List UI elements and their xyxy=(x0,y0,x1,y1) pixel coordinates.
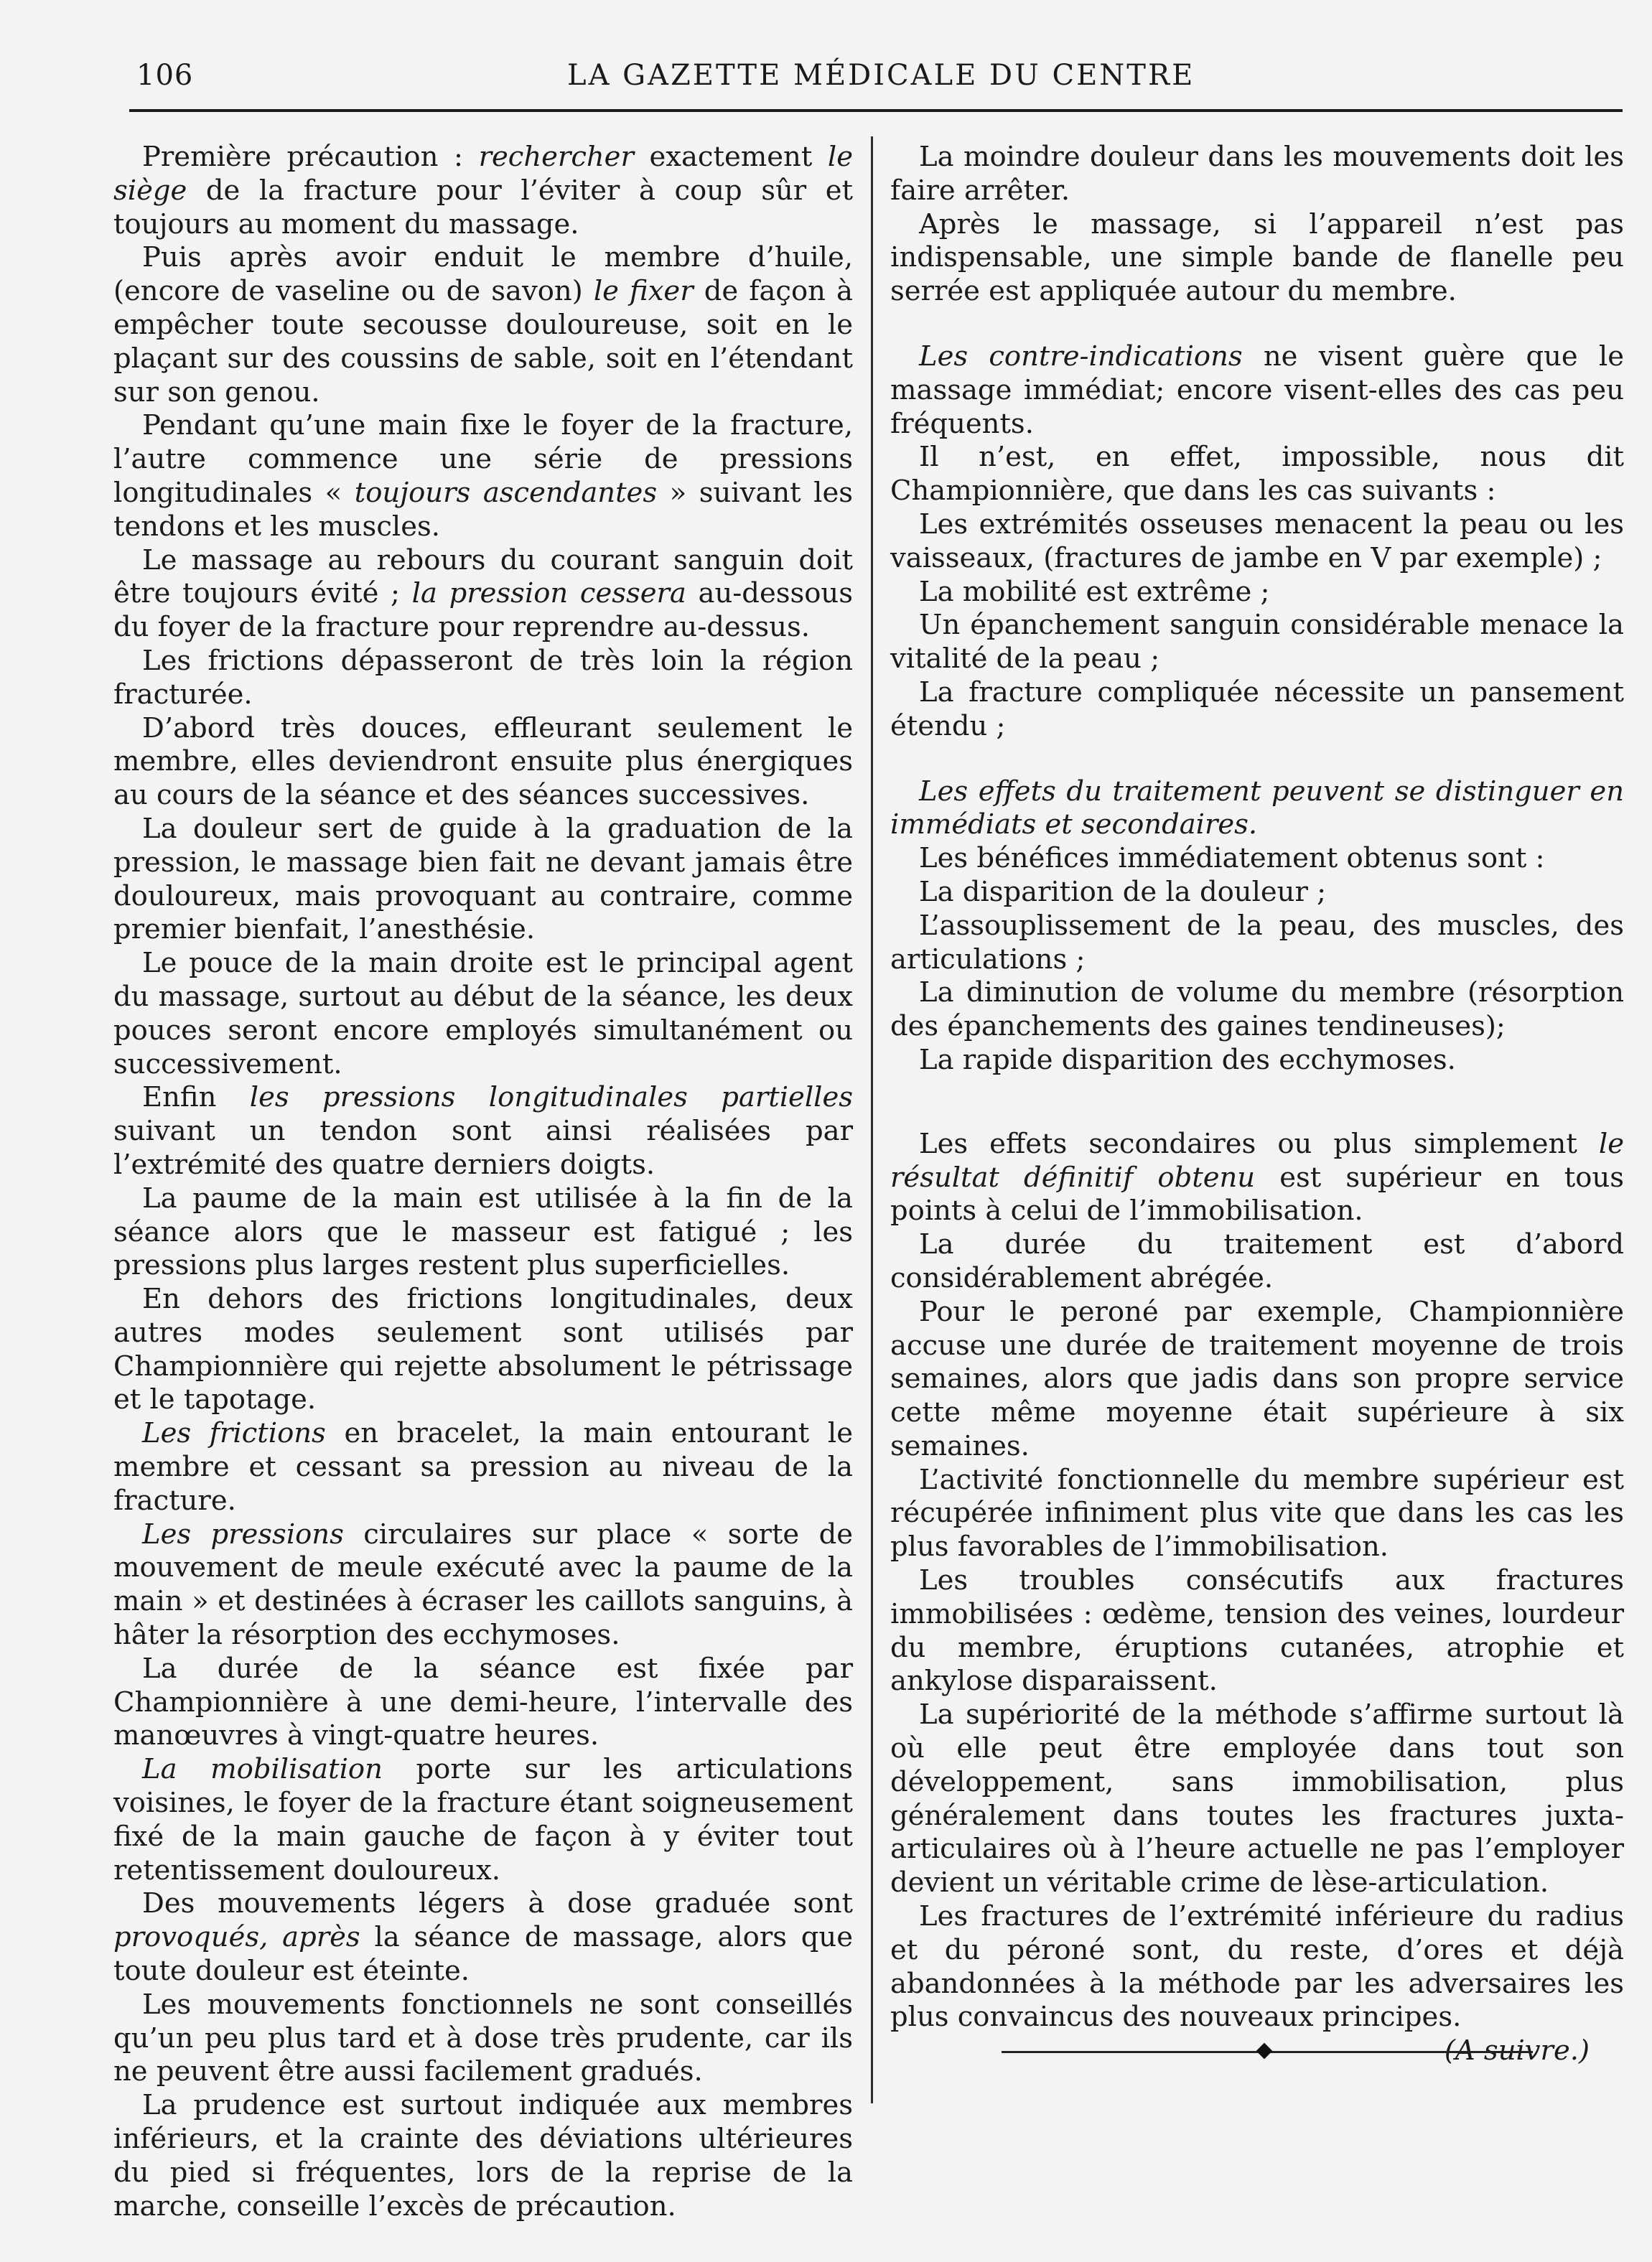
paragraph: Des mouvements légers à dose graduée sont provoqués, après la séance de massage, alors que toute douleur est éteinte. xyxy=(113,1887,853,1988)
right-column xyxy=(890,141,1624,2068)
paragraph: Les fractures de l’extrémité inférieure du radius et du péroné sont, du reste, d’ores et déjà abandonnées à la méthode par les adversaires les plus convaincus des nouveaux principes. xyxy=(890,1900,1624,2034)
paragraph: La douleur sert de guide à la graduation de la pression, le massage bien fait ne devant jamais être douloureux, mais provoquant au contraire, comme premier bienfait, l’anesthésie. xyxy=(113,812,853,946)
paragraph: Pendant qu’une main fixe le foyer de la fracture, l’autre commence une série de pressions longitudinales « toujours ascendantes » suivant les tendons et les muscles. xyxy=(113,409,854,543)
paragraph: Les mouvements fonctionnels ne sont conseillés qu’un peu plus tard et à dose très prudente, car ils ne peuvent être aussi facilement gradués. xyxy=(113,1988,853,2088)
end-ornament xyxy=(1002,2043,1533,2060)
paragraph: Après le massage, si l’appareil n’est pas indispensable, une simple bande de flanelle peu serrée est appliquée autour du membre. xyxy=(890,207,1624,308)
paragraph: La durée de la séance est fixée par Championnière à une demi-heure, l’intervalle des manœuvres à vingt-quatre heures. xyxy=(113,1652,853,1752)
left-column xyxy=(113,141,853,2223)
diamond-icon xyxy=(1256,2043,1273,2060)
paragraph: Un épanchement sanguin considérable menace la vitalité de la peau ; xyxy=(890,609,1624,676)
column-divider xyxy=(871,136,873,2103)
header-rule xyxy=(129,109,1623,112)
paragraph: La mobilité est extrême ; xyxy=(919,575,1270,608)
paragraph: Les effets du traitement peuvent se distinguer en immédiats et secondaires. xyxy=(890,775,1624,841)
paragraph: La prudence est surtout indiquée aux membres inférieurs, et la crainte des déviations ultérieures du pied si fréquentes, lors de la reprise de la marche, conseille l’excès de précaution. xyxy=(113,2089,853,2223)
paragraph: Les extrémités osseuses menacent la peau ou les vaisseaux, (fractures de jambe en V par exemple) ; xyxy=(890,508,1624,574)
paragraph: La mobilisation porte sur les articulations voisines, le foyer de la fracture étant soigneusement fixé de la main gauche de façon à y éviter tout retentissement douloureux. xyxy=(113,1753,853,1887)
paragraph: Les troubles consécutifs aux fractures immobilisées : œdème, tension des veines, lourdeur du membre, éruptions cutanées, atrophie et ankylose disparaissent. xyxy=(890,1564,1624,1698)
paragraph: Puis après avoir enduit le membre d’huile, (encore de vaseline ou de savon) le fixer de façon à empêcher toute secousse douloureuse, soit en le plaçant sur des coussins de sable, soit en l’étendant sur son genou. xyxy=(113,241,854,408)
paragraph: La supériorité de la méthode s’affirme surtout là où elle peut être employée dans tout son développement, sans immobilisation, plus généralement dans toutes les fractures juxta-articulaires où à l’heure actuelle ne pas l’employer devient un véritable crime de lèse-articulation. xyxy=(890,1698,1624,1899)
paragraph: La disparition de la douleur ; xyxy=(919,875,1327,908)
paragraph: Les effets secondaires ou plus simplement le résultat définitif obtenu est supérieur en tous points à celui de l’immobilisation. xyxy=(890,1127,1624,1228)
paragraph: Les frictions dépasseront de très loin la région fracturée. xyxy=(113,644,853,711)
paragraph: La rapide disparition des ecchymoses. xyxy=(919,1043,1456,1076)
paragraph: Les bénéfices immédiatement obtenus sont : xyxy=(919,842,1545,875)
paragraph: L’assouplissement de la peau, des muscles, des articulations ; xyxy=(890,909,1624,976)
page-number: 106 xyxy=(136,59,194,92)
journal-title: LA GAZETTE MÉDICALE DU CENTRE xyxy=(567,59,1195,92)
paragraph: La durée du traitement est d’abord considérablement abrégée. xyxy=(890,1228,1624,1294)
paragraph: La moindre douleur dans les mouvements doit les faire arrêter. xyxy=(890,141,1624,207)
paragraph: L’activité fonctionnelle du membre supérieur est récupérée infiniment plus vite que dans les cas les plus favorables de l’immobilisation. xyxy=(890,1463,1624,1564)
paragraph: Les contre-indications ne visent guère que le massage immédiat; encore visent-elles des cas peu fréquents. xyxy=(890,340,1624,440)
paragraph: Le massage au rebours du courant sanguin doit être toujours évité ; la pression cessera au-dessous du foyer de la fracture pour reprendre au-dessus. xyxy=(113,543,853,644)
paragraph: Première précaution : rechercher exactement le siège de la fracture pour l’éviter à coup sûr et toujours au moment du massage. xyxy=(113,141,853,240)
page-header xyxy=(136,59,1623,102)
paragraph: D’abord très douces, effleurant seulement le membre, elles deviendront ensuite plus énergiques au cours de la séance et des séances successives. xyxy=(113,711,853,812)
paragraph: Il n’est, en effet, impossible, nous dit Championnière, que dans les cas suivants : xyxy=(890,441,1624,508)
to-be-continued: (A suivre.) xyxy=(1444,2034,1590,2067)
paragraph: En dehors des frictions longitudinales, deux autres modes seulement sont utilisés par Championnière qui rejette absolument le pétrissage et le tapotage. xyxy=(113,1283,853,1416)
paragraph: Le pouce de la main droite est le principal agent du massage, surtout au début de la séance, les deux pouces seront encore employés simultanément ou successivement. xyxy=(113,947,853,1080)
paragraph: Les frictions en bracelet, la main entourant le membre et cessant sa pression au niveau de la fracture. xyxy=(113,1417,853,1517)
paragraph: La diminution de volume du membre (résorption des épanchements des gaines tendineuses); xyxy=(890,976,1624,1043)
paragraph: Enfin les pressions longitudinales partielles suivant un tendon sont ainsi réalisées par l’extrémité des quatre derniers doigts. xyxy=(113,1081,853,1181)
paragraph: Pour le peroné par exemple, Championnière accuse une durée de traitement moyenne de trois semaines, alors que jadis dans son propre service cette même moyenne était supérieure à six semaines. xyxy=(890,1295,1624,1462)
paragraph: La fracture compliquée nécessite un pansement étendu ; xyxy=(890,676,1624,742)
paragraph: Les pressions circulaires sur place « sorte de mouvement de meule exécuté avec la paume de la main » et destinées à écraser les caillots sanguins, à hâter la résorption des ecchymoses. xyxy=(113,1518,853,1652)
paragraph: La paume de la main est utilisée à la fin de la séance alors que le masseur est fatigué ; les pressions plus larges restent plus superficielles. xyxy=(113,1182,853,1282)
